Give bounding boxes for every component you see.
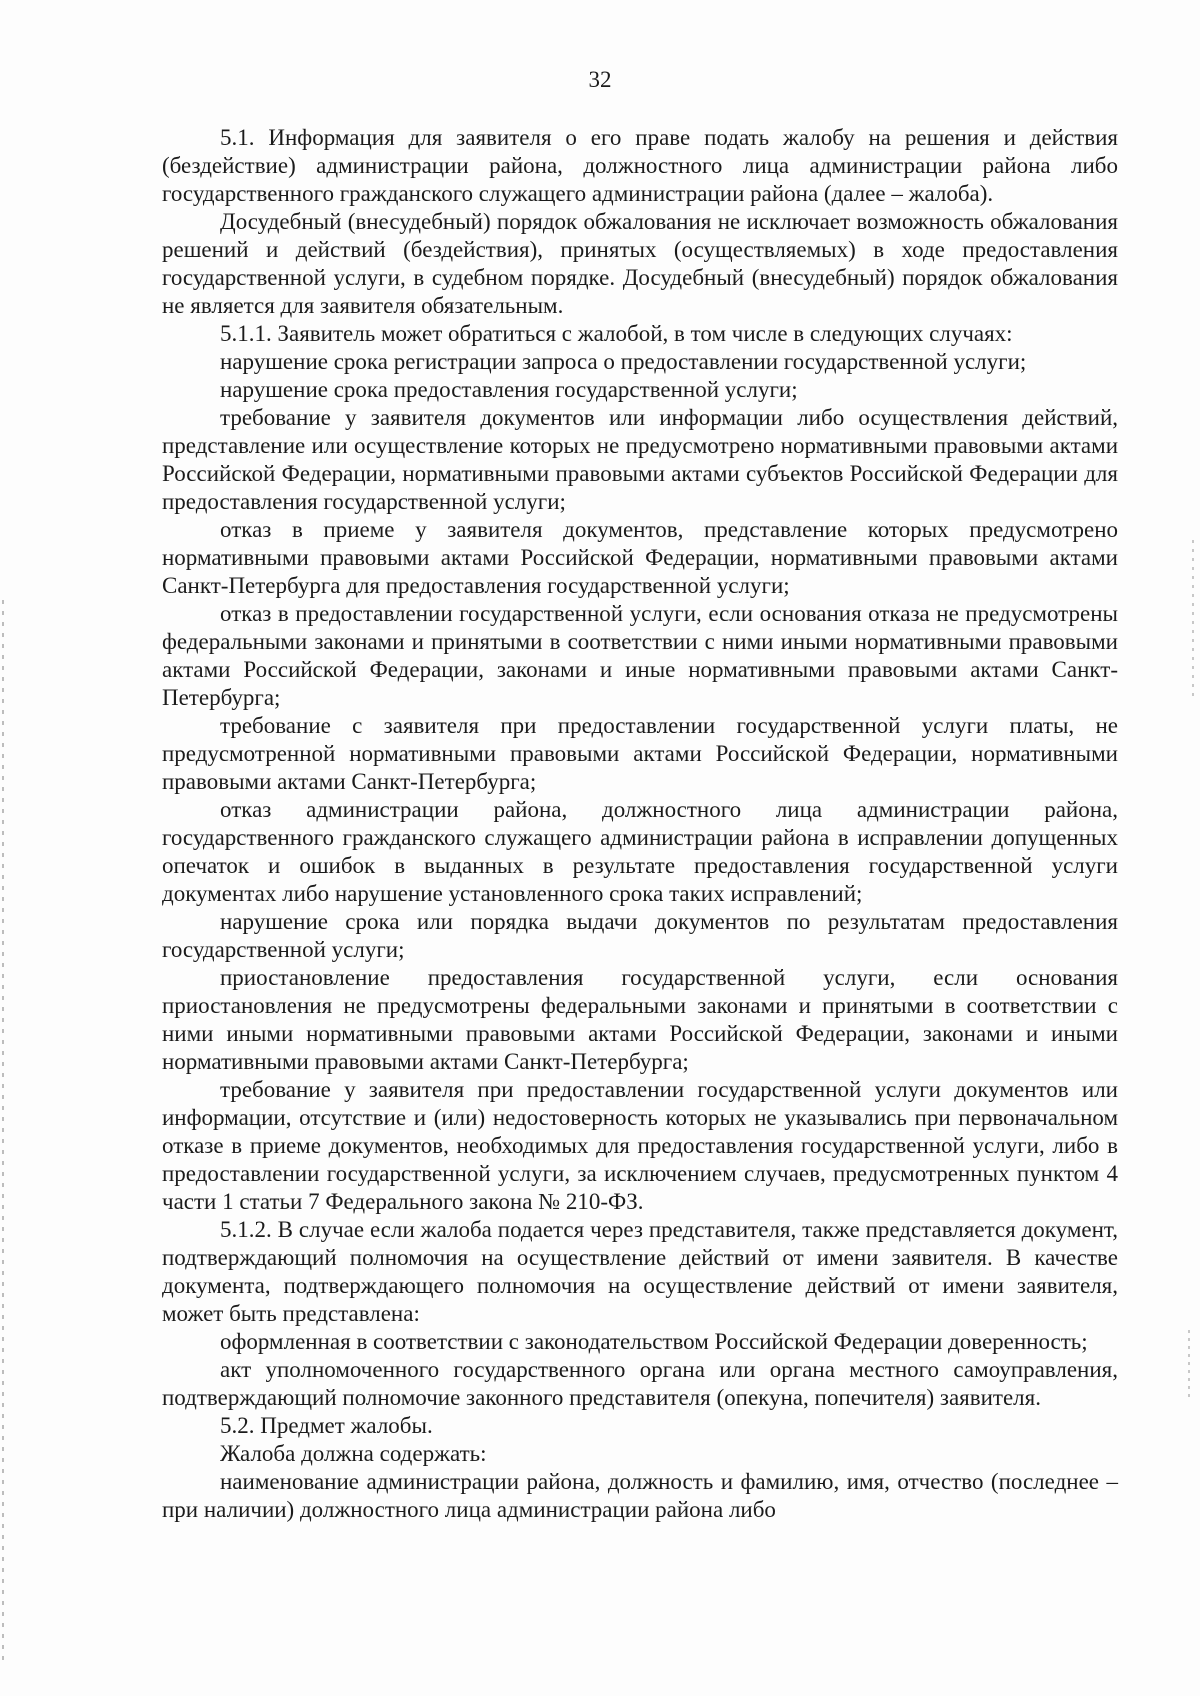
scan-edge-artifact (1192, 540, 1194, 700)
paragraph-complaint-contents: Жалоба должна содержать: (220, 1441, 487, 1466)
list-item: требование с заявителя при предоставлении государственной услуги платы, не предусмотренной нормативными правовыми актами Российской Федерации, нормативными правовыми актами Санкт-Петербурга; (162, 713, 1118, 794)
list-item: требование у заявителя при предоставлении государственной услуги документов или информации, отсутствие и (или) недостоверность которых не указывались при первоначальном отказе в приеме документов, необходимых для предоставления государственной услуги, либо в предоставлении государственной услуги, за исключением случаев, предусмотренных пунктом 4 части 1 статьи 7 Федерального закона № 210-ФЗ. (162, 1077, 1118, 1214)
list-item: оформленная в соответствии с законодательством Российской Федерации доверенность; (220, 1329, 1088, 1354)
list-item: нарушение срока регистрации запроса о предоставлении государственной услуги; (220, 349, 1027, 374)
document-body (162, 124, 1118, 1524)
paragraph-pretrial-appeal: Досудебный (внесудебный) порядок обжалования не исключает возможность обжалования решений и действий (бездействия), принятых (осуществляемых) в ходе предоставления государственной услуги, в судебном порядке. Досудебный (внесудебный) порядок обжалования не является для заявителя обязательным. (162, 209, 1118, 318)
list-item: отказ в предоставлении государственной услуги, если основания отказа не предусмотрены федеральными законами и принятыми в соответствии с ними иными нормативными правовыми актами Российской Федерации, законами и иные нормативными правовыми актами Санкт-Петербурга; (162, 601, 1118, 710)
paragraph-5-1-2: 5.1.2. В случае если жалоба подается через представителя, также представляется документ, подтверждающий полномочия на осуществление действий от имени заявителя. В качестве документа, подтверждающего полномочия на осуществление действий от имени заявителя, может быть представлена: (162, 1217, 1118, 1326)
list-item: наименование администрации района, должность и фамилию, имя, отчество (последнее – при наличии) должностного лица администрации района либо (162, 1469, 1118, 1522)
list-item: отказ в приеме у заявителя документов, представление которых предусмотрено нормативными правовыми актами Российской Федерации, нормативными правовыми актами Санкт-Петербурга для предоставления государственной услуги; (162, 517, 1118, 598)
paragraph-5-1-1: 5.1.1. Заявитель может обратиться с жалобой, в том числе в следующих случаях: (220, 321, 1013, 346)
paragraph-5-2: 5.2. Предмет жалобы. (220, 1413, 433, 1438)
list-item: приостановление предоставления государственной услуги, если основания приостановления не предусмотрены федеральными законами и принятыми в соответствии с ними иными нормативными правовыми актами Российской Федерации, законами и иными нормативными правовыми актами Санкт-Петербурга; (162, 965, 1118, 1074)
page-number: 32 (588, 67, 612, 92)
list-item: отказ администрации района, должностного лица администрации района, государственного гражданского служащего администрации района в исправлении допущенных опечаток и ошибок в выданных в результате предоставления государственной услуги документах либо нарушение установленного срока таких исправлений; (162, 797, 1118, 906)
paragraph-5-1: 5.1. Информация для заявителя о его праве подать жалобу на решения и действия (бездействие) администрации района, должностного лица администрации района либо государственного гражданского служащего администрации района (далее – жалоба). (162, 125, 1118, 206)
scan-edge-artifact (1188, 1330, 1190, 1400)
list-item: нарушение срока или порядка выдачи документов по результатам предоставления государственной услуги; (162, 909, 1118, 962)
scan-edge-artifact (2, 600, 4, 1660)
list-item: акт уполномоченного государственного органа или органа местного самоуправления, подтверждающий полномочие законного представителя (опекуна, попечителя) заявителя. (162, 1357, 1118, 1410)
list-item: требование у заявителя документов или информации либо осуществления действий, представление или осуществление которых не предусмотрено нормативными правовыми актами Российской Федерации, нормативными правовыми актами субъектов Российской Федерации для предоставления государственной услуги; (162, 405, 1118, 514)
list-item: нарушение срока предоставления государственной услуги; (220, 377, 798, 402)
